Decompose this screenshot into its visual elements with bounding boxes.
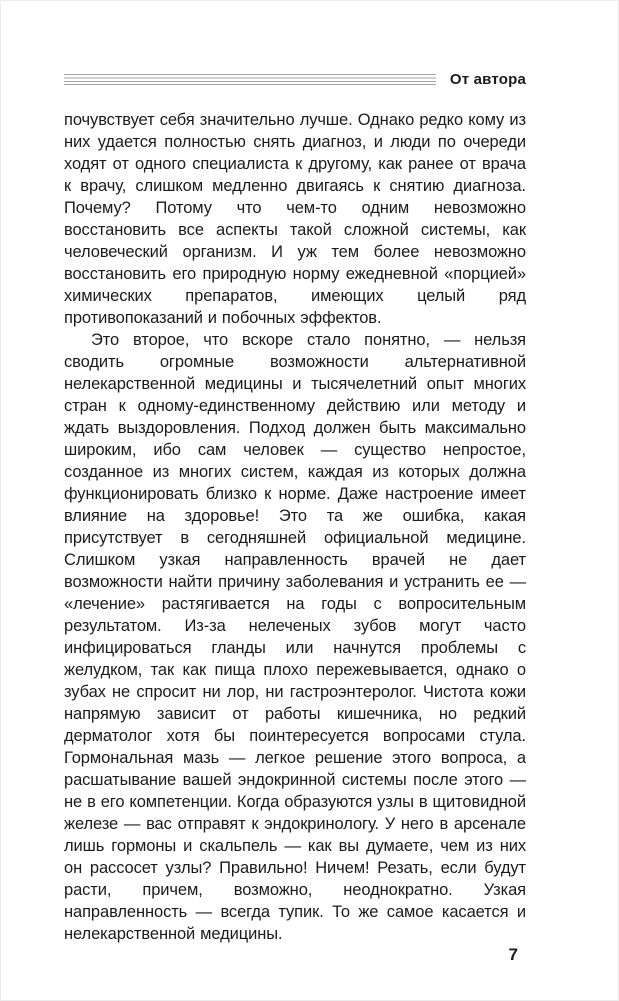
page-number: 7 bbox=[508, 945, 518, 964]
page-header bbox=[64, 71, 526, 88]
running-head-title: От автора bbox=[449, 71, 526, 88]
paragraph: почувствует себя значительно лучше. Однако редко кому из них удается полностью снять диагноз, и люди по очереди ходят от одного специалиста к другому, как ранее от врача к врачу, слишком медленно двигаясь к снятию диагноза. Почему? Потому что чем-то одним невозможно восстановить все аспекты такой сложной системы, как человеческий организм. И уж тем более невозможно восстановить его природную норму ежедневной «порцией» химических препаратов, имеющих целый ряд противопоказаний и побочных эффектов. bbox=[64, 111, 526, 327]
page-footer bbox=[64, 945, 526, 965]
body-text bbox=[64, 109, 526, 945]
header-rule-lines bbox=[64, 74, 436, 85]
paragraph: Это второе, что вскоре стало понятно, — нельзя сводить огромные возможности альтернативной нелекарственной медицины и тысячелетний опыт многих стран к одному-единственному действию или методу и ждать выздоровления. Подход должен быть максимально широким, ибо сам человек — существо непростое, созданное из многих систем, каждая из которых должна функционировать близко к норме. Даже настроение имеет влияние на здоровье! Это та же ошибка, какая присутствует в сегодняшней официальной медицине. Слишком узкая направленность врачей не дает возможности найти причину заболевания и устранить ее — «лечение» растягивается на годы с вопросительным результатом. Из-за нелеченых зубов могут часто инфицироваться гланды или начнутся проблемы с желудком, так как пища плохо пережевывается, однако о зубах не спросит ни лор, ни гастроэнтеролог. Чистота кожи напрямую зависит от работы кишечника, но редкий дерматолог хотя бы поинтересуется вопросами стула. Гормональная мазь — легкое решение этого вопроса, а расшатывание вашей эндокринной системы после этого — не в его компетенции. Когда образуются узлы в щитовидной железе — вас отправят к эндокринологу. У него в арсенале лишь гормоны и скальпель — как вы думаете, чем из них он рассосет узлы? Правильно! Ничем! Резать, если будут расти, причем, возможно, неоднократно. Узкая направленность — всегда тупик. То же самое касается и нелекарственной медицины. bbox=[64, 331, 526, 943]
